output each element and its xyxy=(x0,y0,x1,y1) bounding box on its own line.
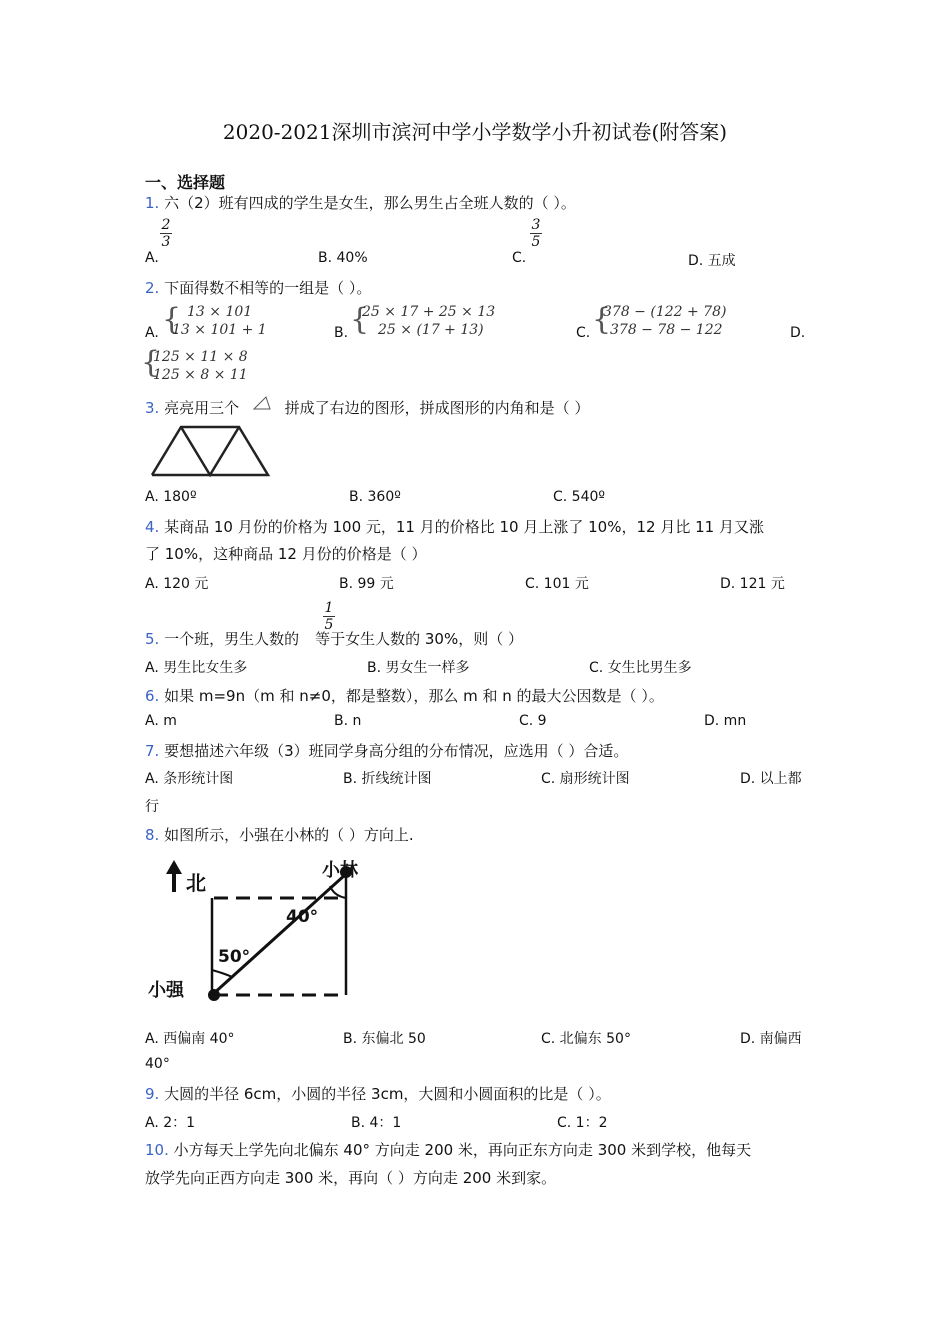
q2-option-b: B. xyxy=(334,325,349,341)
q9-option-c: C. 1：2 xyxy=(557,1115,608,1131)
section-heading: 一、选择题 xyxy=(145,173,226,192)
angle-50-label: 50° xyxy=(218,947,251,967)
q4-option-b: B. 99 元 xyxy=(339,576,394,592)
q5-option-c: C. 女生比男生多 xyxy=(589,660,692,676)
brace-icon: { xyxy=(350,302,370,337)
question-number: 5. xyxy=(145,630,160,648)
question-1 xyxy=(145,192,576,213)
q2-b-expr-2: 25 × (17 + 13) xyxy=(378,322,484,338)
question-10-line-1 xyxy=(145,1139,751,1160)
q2-option-a: A. xyxy=(145,325,159,341)
q1-option-a-fraction: 2 3 xyxy=(161,217,171,250)
question-number: 9. xyxy=(145,1085,160,1103)
q9-option-b: B. 4：1 xyxy=(351,1115,402,1131)
north-label: 北 xyxy=(186,871,206,895)
triangle-icon xyxy=(252,395,272,411)
question-text-1: 亮亮用三个 xyxy=(164,399,240,417)
q8-option-d-continued: 40° xyxy=(145,1056,170,1072)
xiaolin-label: 小林 xyxy=(322,860,358,881)
q6-option-d: D. mn xyxy=(704,713,747,729)
q6-option-a: A. m xyxy=(145,713,177,729)
question-text: 六（2）班有四成的学生是女生，那么男生占全班人数的（ ）。 xyxy=(164,194,576,212)
question-8 xyxy=(145,824,414,845)
question-text: 要想描述六年级（3）班同学身高分组的分布情况，应选用（ ）合适。 xyxy=(164,742,629,760)
q7-option-d-continued: 行 xyxy=(145,799,159,815)
question-number: 4. xyxy=(145,518,160,536)
q2-a-expr-1: 13 × 101 xyxy=(187,304,253,320)
page-title: 2020-2021深圳市滨河中学小学数学小升初试卷(附答案) xyxy=(222,120,728,144)
question-text: 某商品 10 月份的价格为 100 元，11 月的价格比 10 月上涨了 10%，12 月比 11 月又涨 xyxy=(164,518,764,536)
q3-option-b: B. 360º xyxy=(349,489,401,505)
q1-option-d: D. 五成 xyxy=(688,253,736,269)
q8-option-c: C. 北偏东 50° xyxy=(541,1031,631,1047)
q5-option-b: B. 男女生一样多 xyxy=(367,660,470,676)
trapezoid-triangles-figure xyxy=(148,424,272,478)
q4-option-c: C. 101 元 xyxy=(525,576,589,592)
question-number: 8. xyxy=(145,826,160,844)
q6-option-c: C. 9 xyxy=(519,713,547,729)
q7-option-c: C. 扇形统计图 xyxy=(541,771,630,787)
question-text-1: 一个班，男生人数的 xyxy=(164,630,300,648)
question-text: 如果 m=9n（m 和 n≠0，都是整数），那么 m 和 n 的最大公因数是（ ）。 xyxy=(164,687,664,705)
question-7 xyxy=(145,740,628,761)
question-3 xyxy=(145,395,589,418)
brace-icon: { xyxy=(592,302,612,337)
question-text: 大圆的半径 6cm，小圆的半径 3cm，大圆和小圆面积的比是（ ）。 xyxy=(164,1085,611,1103)
question-4-line-1 xyxy=(145,516,764,537)
question-text-2: 拼成了右边的图形，拼成图形的内角和是（ ） xyxy=(284,399,590,417)
north-arrow-icon xyxy=(166,860,182,874)
q7-option-d: D. 以上都 xyxy=(740,771,802,787)
question-number: 6. xyxy=(145,687,160,705)
q1-option-a: A. xyxy=(145,250,159,266)
q9-option-a: A. 2：1 xyxy=(145,1115,196,1131)
question-number: 3. xyxy=(145,399,160,417)
q5-option-a: A. 男生比女生多 xyxy=(145,660,248,676)
question-number: 10. xyxy=(145,1141,169,1159)
q8-option-b: B. 东偏北 50 xyxy=(343,1031,426,1047)
question-number: 2. xyxy=(145,279,160,297)
q4-option-a: A. 120 元 xyxy=(145,576,209,592)
q8-option-d: D. 南偏西 xyxy=(740,1031,802,1047)
q2-option-c: C. xyxy=(576,325,591,341)
q2-option-d: D. xyxy=(790,325,806,341)
question-9 xyxy=(145,1083,611,1104)
question-number: 1. xyxy=(145,194,160,212)
q1-option-c-fraction: 3 5 xyxy=(531,217,541,250)
angle-40-label: 40° xyxy=(286,907,319,927)
brace-icon: { xyxy=(162,302,182,337)
brace-icon: { xyxy=(141,345,161,380)
q4-option-d: D. 121 元 xyxy=(720,576,785,592)
q3-option-c: C. 540º xyxy=(553,489,605,505)
q1-option-c: C. xyxy=(512,250,527,266)
q7-option-a: A. 条形统计图 xyxy=(145,771,234,787)
question-text: 如图所示，小强在小林的（ ）方向上. xyxy=(164,826,414,844)
q2-d-expr-1: 125 × 11 × 8 xyxy=(153,349,248,365)
q1-option-b: B. 40% xyxy=(318,250,368,266)
q2-a-expr-2: 13 × 101 + 1 xyxy=(172,322,267,338)
question-10-line-2: 放学先向正西方向走 300 米，再向（ ）方向走 200 米到家。 xyxy=(145,1169,557,1187)
q2-d-expr-2: 125 × 8 × 11 xyxy=(153,367,248,383)
question-number: 7. xyxy=(145,742,160,760)
q5-fraction: 1 5 xyxy=(324,600,334,633)
q7-option-b: B. 折线统计图 xyxy=(343,771,432,787)
question-text: 下面得数不相等的一组是（ ）。 xyxy=(164,279,372,297)
q2-c-expr-2: 378 − 78 − 122 xyxy=(610,322,723,338)
q2-c-expr-1: 378 − (122 + 78) xyxy=(603,304,727,320)
q2-b-expr-1: 25 × 17 + 25 × 13 xyxy=(362,304,496,320)
q3-option-a: A. 180º xyxy=(145,489,197,505)
question-text: 小方每天上学先向北偏东 40° 方向走 200 米，再向正东方向走 300 米到学校，他每天 xyxy=(173,1141,752,1159)
question-6 xyxy=(145,685,664,706)
question-2 xyxy=(145,277,371,298)
q6-option-b: B. n xyxy=(334,713,362,729)
question-4-line-2: 了 10%，这种商品 12 月份的价格是（ ） xyxy=(145,545,427,563)
xiaoqiang-label: 小强 xyxy=(148,980,184,1001)
direction-figure xyxy=(148,850,370,1015)
question-text-2: 等于女生人数的 30%，则（ ） xyxy=(315,630,523,648)
q8-option-a: A. 西偏南 40° xyxy=(145,1031,235,1047)
